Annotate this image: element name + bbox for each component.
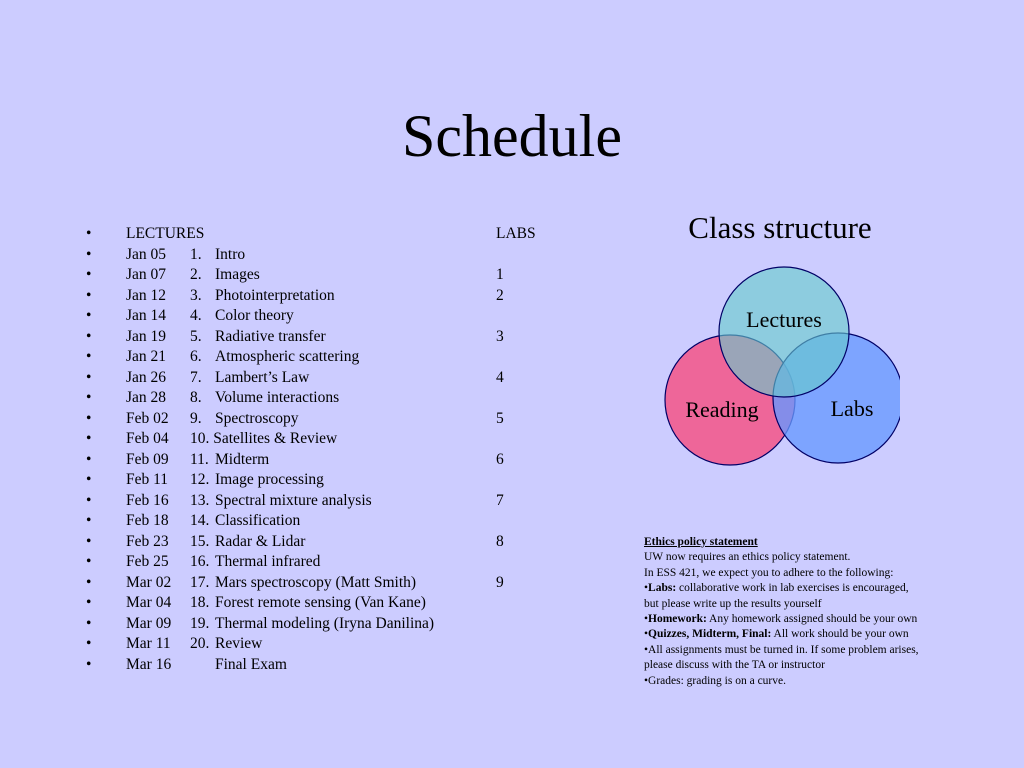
ethics-quizzes-item [644, 627, 1014, 642]
bullet: • [86, 430, 92, 447]
schedule-number: 5. [190, 327, 202, 345]
schedule-row [86, 429, 556, 450]
schedule-date: Jan 26 [126, 368, 167, 386]
bullet: • [86, 368, 92, 386]
schedule-list [86, 224, 556, 675]
bullet: • [86, 225, 92, 242]
schedule-date: Jan 19 [126, 327, 167, 345]
schedule-topic: Radiative transfer [215, 327, 326, 345]
schedule-row [86, 265, 556, 286]
schedule-date: Feb 09 [126, 450, 169, 468]
page-title: Schedule [402, 103, 622, 169]
schedule-number: 7. [190, 368, 202, 386]
bullet: • [86, 512, 92, 529]
class-structure-title: Class structure [688, 210, 872, 245]
bullet: • [644, 613, 649, 626]
bullet: • [86, 389, 92, 406]
schedule-date: Feb 11 [126, 471, 169, 488]
schedule-date: Mar 04 [126, 594, 172, 611]
schedule-date: Mar 09 [126, 614, 172, 632]
schedule-number: 3. [190, 286, 202, 304]
schedule-row [86, 532, 556, 553]
schedule-date: Jan 14 [126, 307, 167, 324]
bullet: • [86, 471, 92, 488]
schedule-row [86, 552, 556, 573]
schedule-row [86, 614, 556, 635]
schedule-lab: 6 [496, 450, 504, 468]
schedule-row [86, 306, 556, 327]
schedule-topic: Mars spectroscopy (Matt Smith) [215, 573, 417, 591]
quizzes-label-bold: Quizzes, Midterm, Final: [648, 628, 772, 641]
schedule-row [86, 409, 556, 430]
bullet: • [86, 450, 92, 468]
schedule-topic: Spectral mixture analysis [215, 491, 372, 509]
ethics-line: but please write up the results yourself [644, 597, 822, 610]
schedule-topic: Thermal infrared [215, 553, 321, 570]
schedule-topic: Classification [215, 512, 301, 529]
lectures-circle [719, 267, 849, 397]
reading-label: Reading [685, 397, 759, 422]
schedule-topic: Thermal modeling (Iryna Danilina) [215, 614, 435, 632]
bullet: • [86, 594, 92, 611]
schedule-date: Feb 04 [126, 430, 169, 447]
schedule-number: 15. [190, 532, 210, 550]
schedule-number: 2. [190, 266, 202, 283]
bullet: • [86, 491, 92, 509]
ethics-policy [644, 535, 1014, 689]
schedule-date: Jan 05 [126, 245, 167, 263]
schedule-row [86, 327, 556, 348]
labs-label-bold: Labs: [648, 582, 677, 595]
schedule-date: Feb 23 [126, 532, 169, 550]
schedule-row [86, 368, 556, 389]
bullet: • [86, 409, 92, 427]
schedule-lab: 1 [496, 266, 504, 283]
schedule-number: 20. [190, 635, 210, 652]
schedule-row [86, 573, 556, 594]
bullet: • [86, 245, 92, 263]
schedule-row [86, 388, 556, 409]
schedule-number: 1. [190, 245, 202, 263]
schedule-number: 11. [190, 450, 209, 468]
bullet: • [86, 286, 92, 304]
schedule-row [86, 245, 556, 266]
schedule-number: 17. [190, 573, 210, 591]
labs-text: collaborative work in lab exercises is encouraged, [676, 582, 909, 595]
bullet: • [86, 307, 92, 324]
schedule-topic: Color theory [215, 307, 294, 324]
schedule-row [86, 450, 556, 471]
ethics-heading: Ethics policy statement [644, 536, 758, 548]
bullet: • [86, 327, 92, 345]
schedule-topic: Lambert’s Law [215, 368, 310, 386]
ethics-homework-item [644, 612, 1014, 627]
schedule-row [86, 634, 556, 655]
ethics-line: •All assignments must be turned in. If some problem arises, [644, 643, 919, 656]
schedule-topic: Images [215, 266, 260, 283]
schedule-row [86, 470, 556, 491]
homework-label-bold: Homework: [648, 613, 707, 626]
schedule-lab: 3 [496, 327, 504, 345]
quizzes-text: All work should be your own [771, 628, 909, 641]
schedule-date: LECTURES [126, 225, 205, 242]
schedule-number: 8. [190, 389, 202, 406]
bullet: • [86, 553, 92, 570]
ethics-line: •Grades: grading is on a curve. [644, 674, 786, 687]
schedule-topic: Volume interactions [215, 389, 340, 406]
schedule-number: 13. [190, 491, 210, 509]
ethics-line: In ESS 421, we expect you to adhere to the following: [644, 566, 894, 579]
lectures-label: Lectures [746, 307, 822, 332]
schedule-topic: Image processing [215, 471, 324, 488]
schedule-lab: 4 [496, 368, 504, 386]
schedule-lab: LABS [496, 225, 536, 242]
schedule-date: Jan 12 [126, 286, 167, 304]
bullet: • [86, 635, 92, 652]
schedule-number: 19. [190, 614, 210, 632]
schedule-row [86, 347, 556, 368]
schedule-number: 9. [190, 409, 202, 427]
bullet: • [86, 614, 92, 632]
schedule-lab: 2 [496, 286, 504, 304]
schedule-number: 4. [190, 307, 202, 324]
schedule-topic: Photointerpretation [215, 286, 335, 304]
schedule-date: Feb 25 [126, 553, 169, 570]
labs-label: Labs [830, 396, 874, 421]
bullet: • [644, 628, 649, 641]
schedule-date: Feb 02 [126, 409, 169, 427]
schedule-date: Mar 02 [126, 573, 172, 591]
schedule-lab: 8 [496, 532, 504, 550]
bullet: • [86, 348, 92, 365]
schedule-topic: Atmospheric scattering [215, 348, 360, 365]
schedule-number: 18. [190, 594, 210, 611]
schedule-row [86, 655, 556, 676]
schedule-number: 12. [190, 471, 210, 488]
schedule-lab: 5 [496, 409, 504, 427]
schedule-row [86, 224, 556, 245]
schedule-number: 14. [190, 512, 210, 529]
bullet: • [86, 573, 92, 591]
schedule-date: Mar 11 [126, 635, 171, 652]
schedule-date: Jan 21 [126, 348, 167, 365]
schedule-topic: Final Exam [215, 655, 287, 673]
schedule-number: 16. [190, 553, 210, 570]
schedule-lab: 7 [496, 491, 504, 509]
schedule-row [86, 593, 556, 614]
homework-text: Any homework assigned should be your own [706, 613, 918, 626]
schedule-row [86, 286, 556, 307]
schedule-topic: Midterm [215, 450, 270, 468]
schedule-row [86, 491, 556, 512]
schedule-topic: Review [215, 635, 263, 652]
schedule-lab: 9 [496, 573, 504, 591]
bullet: • [86, 655, 92, 673]
bullet: • [86, 532, 92, 550]
schedule-date: Feb 16 [126, 491, 169, 509]
schedule-date: Jan 07 [126, 266, 167, 283]
ethics-line: UW now requires an ethics policy statement. [644, 551, 851, 564]
ethics-labs-item [644, 581, 1014, 596]
schedule-number: 6. [190, 348, 202, 365]
class-structure-venn-diagram [660, 262, 900, 472]
schedule-row [86, 511, 556, 532]
schedule-topic: Radar & Lidar [215, 532, 306, 550]
ethics-line: please discuss with the TA or instructor [644, 659, 825, 672]
bullet: • [644, 582, 649, 595]
bullet: • [86, 266, 92, 283]
schedule-topic: Forest remote sensing (Van Kane) [215, 594, 426, 611]
schedule-topic: Spectroscopy [215, 409, 299, 427]
schedule-number: 10. Satellites & Review [190, 430, 338, 447]
schedule-date: Jan 28 [126, 389, 167, 406]
schedule-date: Feb 18 [126, 512, 169, 529]
schedule-date: Mar 16 [126, 655, 172, 673]
schedule-topic: Intro [215, 245, 246, 263]
